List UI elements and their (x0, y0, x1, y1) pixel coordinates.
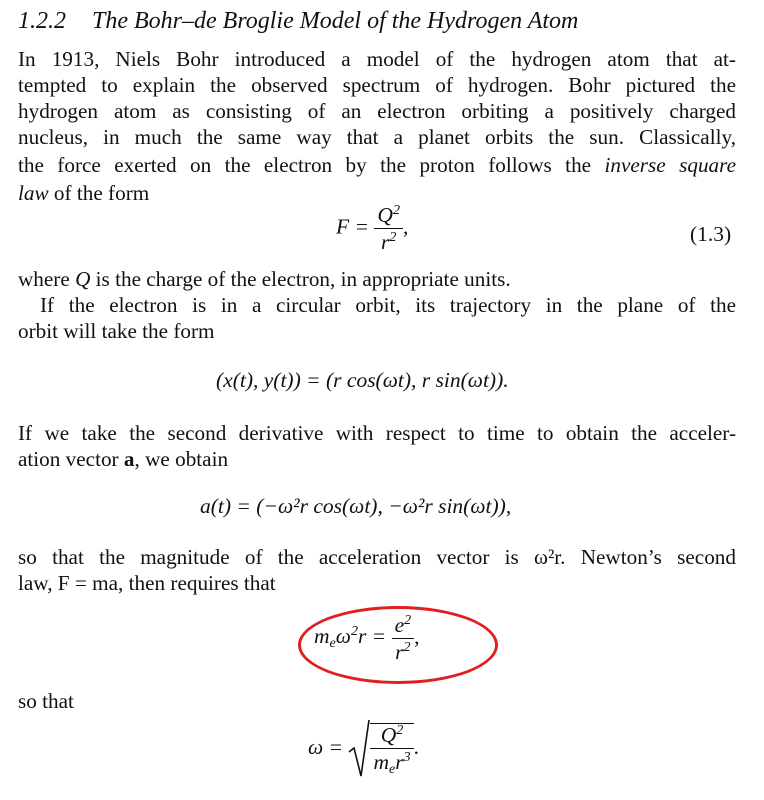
equation-acceleration: a(t) = (−ω²r cos(ωt), −ω²r sin(ωt)), (200, 494, 512, 518)
paragraph-line: hydrogen atom as consisting of an electron orbiting a positively charged (18, 99, 736, 123)
paragraph-line: If we take the second derivative with respect to time to obtain the acceler- (18, 421, 736, 445)
fraction: $\frac{e^2}{r^2}$ (392, 614, 415, 663)
emphasis-law: law (18, 181, 49, 205)
radical-sign-icon (348, 718, 370, 780)
paragraph-line: so that (18, 689, 74, 713)
paragraph-line: ation vector a, we obtain (18, 447, 229, 471)
emphasis-inverse-square: inverse square (604, 153, 736, 177)
paragraph-line: the force exerted on the electron by the proton follows the inverse square (18, 153, 736, 177)
equation-omega: ω = $\frac{Q^2}{m_er^3}$ . (308, 718, 419, 780)
equation-1-3: F = $\frac{Q^2}{r^2}$ , (336, 203, 409, 254)
equation-trajectory: (x(t), y(t)) = (r cos(ωt), r sin(ωt)). (216, 368, 509, 392)
red-circle-annotation (298, 606, 498, 684)
equation-force-balance: $m_e\omega^2r$ = $\frac{e^2}{r^2}$ , (314, 613, 420, 664)
fraction: $\frac{Q^2}{r^2}$ (374, 204, 403, 253)
paragraph-line: law of the form (18, 181, 150, 205)
paragraph-line: In 1913, Niels Bohr introduced a model of the hydrogen atom that at- (18, 47, 736, 71)
paragraph-line: so that the magnitude of the acceleration vector is ω²r. Newton’s second (18, 545, 736, 569)
section-heading (18, 8, 578, 35)
fraction: $\frac{Q^2}{m_er^3}$ (370, 724, 413, 773)
paragraph-line: law, F = ma, then requires that (18, 571, 276, 595)
paragraph-line: If the electron is in a circular orbit, its trajectory in the plane of the (40, 293, 736, 317)
section-number: 1.2.2 (18, 8, 66, 34)
section-title: The Bohr–de Broglie Model of the Hydrogen Atom (92, 8, 579, 34)
paragraph-line: orbit will take the form (18, 319, 215, 343)
equation-number: (1.3) (690, 222, 732, 246)
paragraph-line: nucleus, in much the same way that a planet orbits the sun. Classically, (18, 125, 736, 149)
paragraph-line: tempted to explain the observed spectrum of hydrogen. Bohr pictured the (18, 73, 736, 97)
paragraph-line: where Q is the charge of the electron, in appropriate units. (18, 267, 511, 291)
